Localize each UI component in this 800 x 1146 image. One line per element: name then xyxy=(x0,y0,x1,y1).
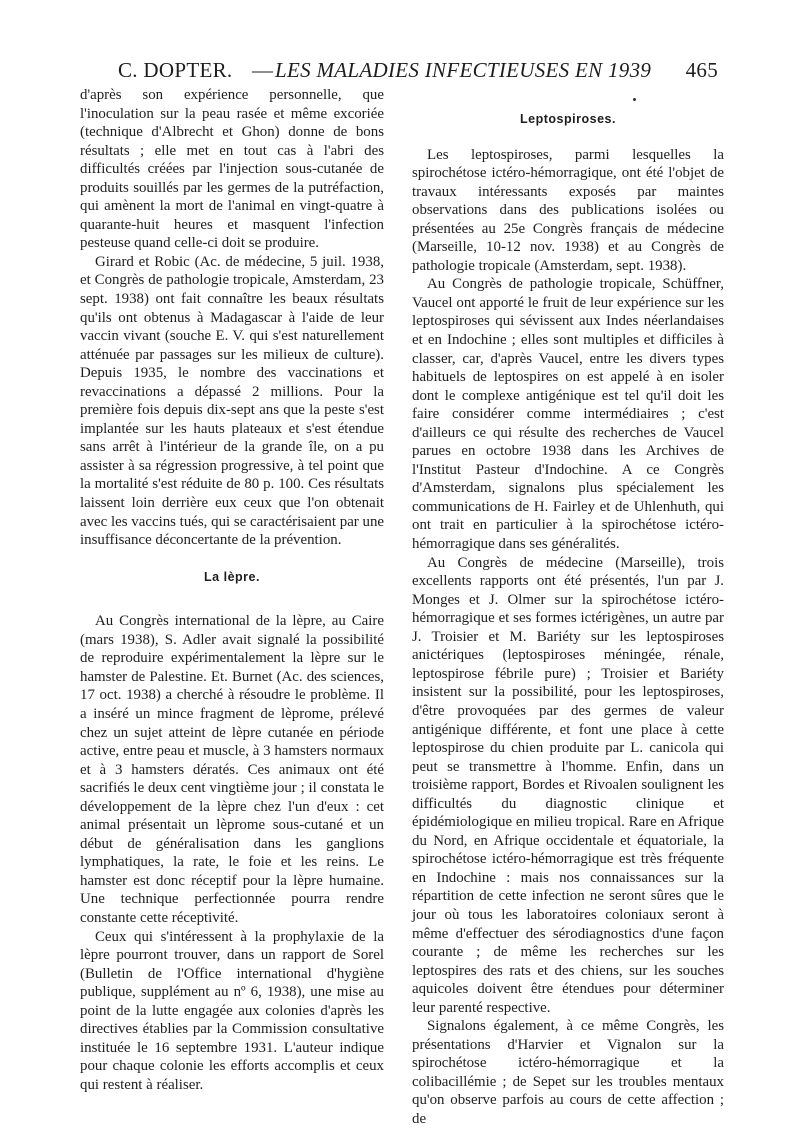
paragraph: Ceux qui s'intéressent à la prophylaxie de la lèpre pourront trouver, dans un rapport de Sorel (Bulletin de l'Office international d'hygiène publique, supplément au nº 6, 1938), une mise au point de la lutte engagée aux colonies d'après les directives établies par la Commission consultative instituée le 16 septembre 1931. L'auteur indique pour chaque colonie les efforts accomplis et ceux qui restent à réaliser. xyxy=(80,928,384,1093)
section-heading-lepre: La lèpre. xyxy=(204,569,260,584)
paragraph: Au Congrès de pathologie tropicale, Schüffner, Vaucel ont apporté le fruit de leur expérience sur les leptospiroses qui sévissent aux Indes néerlandaises et en Indochine ; elles sont multiples et difficiles à classer, car, d'après Vaucel, entre les divers types habituels de leptospires on est appelé à en isoler dont le complexe antigénique est tel qu'il doit les faire considérer comme intermédiaires ; c'est d'ailleurs ce qui résulte des recherches de Vaucel parues en octobre 1938 dans les Archives de l'Institut Pasteur d'Indochine. A ce Congrès d'Amsterdam, signalons plus spécialement les communications de H. Fairley et de Uhlenhuth, qui ont trait en particulier à la spirochétose ictéro-hémorragique dans ses généralités. xyxy=(412,276,724,553)
paragraph: Girard et Robic (Ac. de médecine, 5 juil. 1938, et Congrès de pathologie tropicale, Amsterdam, 23 sept. 1938) ont fait connaître les beaux résultats qu'ils ont obtenus à Madagascar à l'aide de leur vaccin vivant (souche E. V. qui s'est naturellement atténuée par passages sur les milieux de culture). Depuis 1935, le nombre des vaccinations et revaccinations a dépassé 2 millions. Pour la première fois depuis dix-sept ans que la peste s'est implantée sur les hauts plateaux et s'est étendue sans arrêt à l'intérieur de la grande île, on a pu assister à sa régression progressive, à tel point que la mortalité s'est réduite de 80 p. 100. Ces résultats laissent loin derrière eux ceux que l'on obtenait avec les vaccins tués, qui se caractérisaient par une insuffisance déconcertante de la prévention. xyxy=(80,253,384,549)
right-column xyxy=(412,88,724,1129)
paragraph: Au Congrès de médecine (Marseille), trois excellents rapports ont été présentés, l'un par J. Monges et J. Olmer sur la spirochétose ictéro-hémorragique et ses formes ictérigènes, un autre par J. Troisier et M. Bariéty sur les leptospiroses anictériques (leptospiroses méningée, rénale, leptospirose fébrile pure) ; Troisier et Bariéty insistent sur la possibilité, pour les leptospiroses, d'être provoquées par des germes de valeur antigénique différente, et font une place à cette leptospirose du chien produite par L. canicola qui peut se transmettre à l'homme. Enfin, dans un troisième rapport, Bordes et Rivoalen soulignent les difficultés du diagnostic clinique et épidémiologique en milieu tropical. Rare en Afrique du Nord, en Afrique occidentale et équatoriale, la spirochétose ictéro-hémorragique est très fréquente en Indochine : mais nos connaissances sur la répartition de cette infection ne seront sûres que le jour où tous les laboratoires coloniaux seront à même d'effectuer des sérodiagnostics d'une façon courante ; de même les recherches sur les leptospires des rats et des chiens, sur les souches aquicoles doivent être étendues pour déterminer leur parenté respective. xyxy=(412,554,724,1016)
page-number: 465 xyxy=(685,58,718,82)
paragraph: d'après son expérience personnelle, que l'inoculation sur la peau rasée et même excoriée (technique d'Albrecht et Ghon) donne de bons résultats ; elle met en tout cas à l'abri des difficultés créées par l'injection sous-cutanée de produits souillés par les germes de la putréfaction, qui amènent la mort de l'animal en vingt-quatre à quarante-huit heures et masquent l'infection pesteuse quand celle-ci doit se produire. xyxy=(80,87,384,252)
paragraph: Signalons également, à ce même Congrès, les présentations d'Harvier et Vignalon sur la spirochétose ictéro-hémorragique et la colibacillémie ; de Sepet sur les troubles mentaux qu'on observe parfois au cours de cette affection ; de xyxy=(412,1018,724,1127)
header-title: LES MALADIES INFECTIEUSES EN 1939 xyxy=(275,58,652,82)
paragraph: Les leptospiroses, parmi lesquelles la spirochétose ictéro-hémorragique, ont été l'objet de travaux intéressants exposés par maintes observations dans des publications isolées ou présentées au 25e Congrès français de médecine (Marseille, 10-12 nov. 1938) et au Congrès de pathologie tropicale (Amsterdam, sept. 1938). xyxy=(412,146,724,274)
header-separator: — xyxy=(252,58,274,82)
section-heading-leptospiroses: Leptospiroses. xyxy=(520,112,616,126)
header-author: C. DOPTER. xyxy=(118,58,233,82)
paragraph: Au Congrès international de la lèpre, au Caire (mars 1938), S. Adler avait signalé la possibilité de reproduire expérimentalement la lèpre sur le hamster de Palestine. Et. Burnet (Ac. des sciences, 17 oct. 1938) a cherché à résoudre le problème. Il a inséré un mince fragment de lèprome, prélevé chez un sujet atteint de lèpre cutanée en période active, entre peau et muscle, à 3 hamsters normaux et à 3 hamsters dératés. Ces animaux ont été sacrifiés le deux cent vingtième jour ; il constata le développement de la lèpre chez l'un d'eux : cet animal présentait un lèprome sous-cutané et un début de généralisation dans les ganglions lymphatiques, la rate, le foie et les reins. Le hamster est donc réceptif pour la lèpre humaine. Une technique perfectionnée pourra rendre constante cette réceptivité. xyxy=(80,613,384,926)
left-column xyxy=(80,86,384,1094)
